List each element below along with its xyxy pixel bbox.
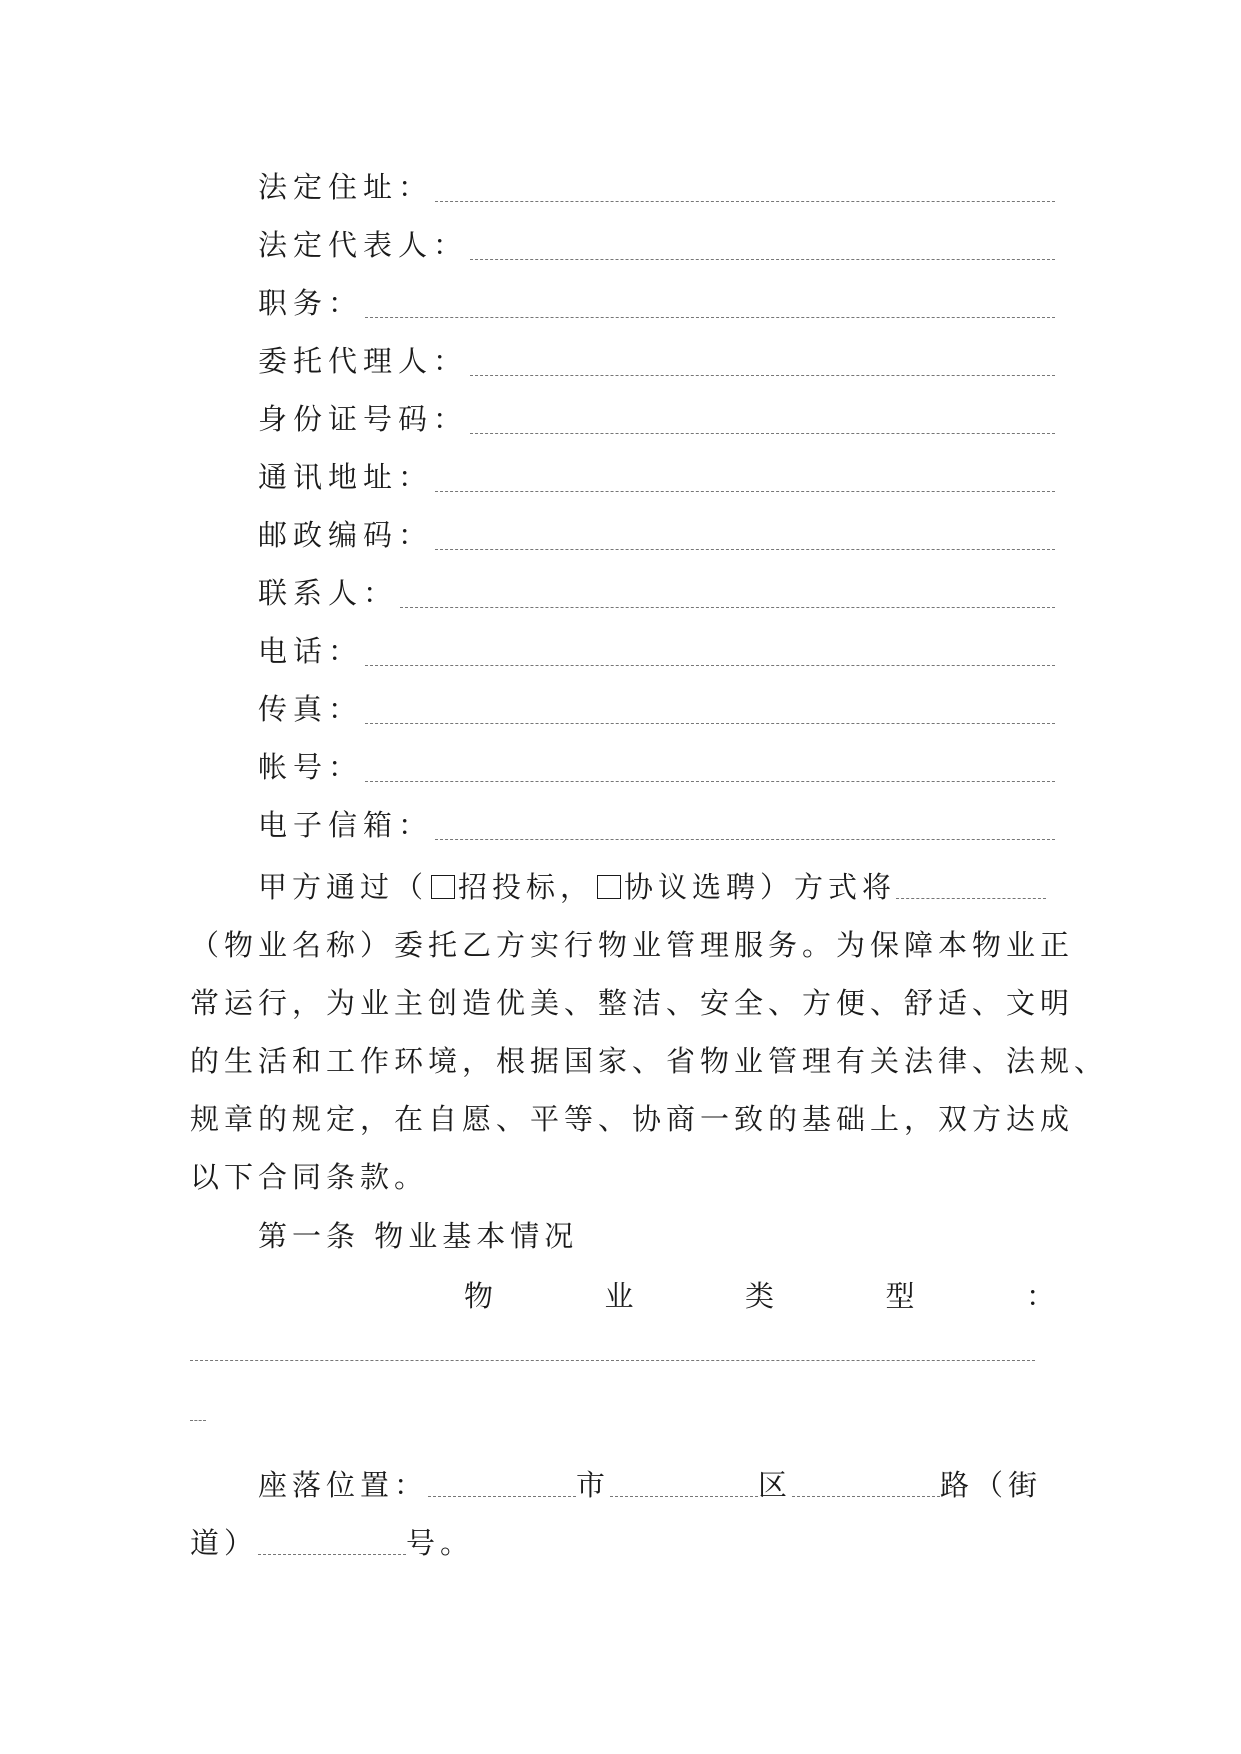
checkbox-tender[interactable] <box>431 875 455 899</box>
fill-line[interactable] <box>435 549 1055 550</box>
fill-line[interactable] <box>470 375 1055 376</box>
field-label: 法定代表人： <box>258 228 469 262</box>
city-label: 市 <box>576 1468 611 1502</box>
field-authorized-agent[interactable] <box>258 336 1055 380</box>
field-legal-representative[interactable] <box>258 220 1055 264</box>
field-position[interactable] <box>258 278 1055 322</box>
fill-line[interactable] <box>365 317 1055 318</box>
road-label: 路（街 <box>940 1468 1043 1502</box>
field-label: 身份证号码： <box>258 402 469 436</box>
field-label: 法定住址： <box>258 170 434 204</box>
field-label: 电子信箱： <box>258 808 434 842</box>
fill-line[interactable] <box>365 665 1055 666</box>
article-1-heading: 第一条 物业基本情况 <box>258 1219 579 1253</box>
checkbox-negotiation[interactable] <box>597 875 621 899</box>
field-legal-address[interactable] <box>258 162 1055 206</box>
intro-text: 甲方通过（ <box>258 870 429 904</box>
district-label: 区 <box>758 1468 793 1502</box>
fill-line[interactable] <box>365 723 1055 724</box>
property-name-blank[interactable] <box>896 874 1046 899</box>
field-label: 委托代理人： <box>258 344 469 378</box>
number-blank[interactable] <box>258 1530 406 1555</box>
field-mailing-address[interactable] <box>258 452 1055 496</box>
fill-line[interactable] <box>400 607 1055 608</box>
fill-line[interactable] <box>435 839 1055 840</box>
intro-line-4: 的生活和工作环境，根据国家、省物业管理有关法律、法规、 <box>190 1044 1109 1078</box>
field-label: 职务： <box>258 286 364 320</box>
location-line-1 <box>258 1456 1055 1514</box>
intro-line-6: 以下合同条款。 <box>190 1160 429 1194</box>
property-type-blank-continued[interactable] <box>190 1420 206 1421</box>
location-line-2 <box>190 1514 1055 1572</box>
street-suffix: 道） <box>190 1526 259 1560</box>
district-blank[interactable] <box>610 1472 758 1497</box>
fill-line[interactable] <box>365 781 1055 782</box>
intro-line-3: 常运行，为业主创造优美、整洁、安全、方便、舒适、文明 <box>190 986 1075 1020</box>
intro-line-5: 规章的规定，在自愿、平等、协商一致的基础上，双方达成 <box>190 1102 1075 1136</box>
option-negotiation-label: 协议选聘）方式将 <box>624 870 897 904</box>
field-account[interactable] <box>258 742 1055 786</box>
field-label: 传真： <box>258 692 364 726</box>
field-postal-code[interactable] <box>258 510 1055 554</box>
city-blank[interactable] <box>428 1472 576 1497</box>
fill-line[interactable] <box>470 259 1055 260</box>
type-char: 类 <box>744 1279 774 1313</box>
field-phone[interactable] <box>258 626 1055 670</box>
fill-line[interactable] <box>435 491 1055 492</box>
type-char: 型 <box>885 1279 915 1313</box>
intro-line-1 <box>258 858 1055 916</box>
field-label: 邮政编码： <box>258 518 434 552</box>
field-email[interactable] <box>258 800 1055 844</box>
property-type-label <box>258 1274 1055 1315</box>
road-blank[interactable] <box>792 1472 940 1497</box>
number-label: 号。 <box>406 1526 475 1560</box>
type-char: 物 <box>464 1279 494 1313</box>
field-label: 通讯地址： <box>258 460 434 494</box>
type-char: 业 <box>604 1279 634 1313</box>
field-id-number[interactable] <box>258 394 1055 438</box>
field-label: 电话： <box>258 634 364 668</box>
field-contact-person[interactable] <box>258 568 1055 612</box>
type-char: ： <box>1025 1279 1055 1313</box>
location-prefix: 座落位置： <box>258 1468 429 1502</box>
fill-line[interactable] <box>435 201 1055 202</box>
fill-line[interactable] <box>470 433 1055 434</box>
field-label: 帐号： <box>258 750 364 784</box>
property-type-blank[interactable] <box>190 1360 1035 1361</box>
intro-line-2: （物业名称）委托乙方实行物业管理服务。为保障本物业正 <box>190 928 1075 962</box>
field-label: 联系人： <box>258 576 399 610</box>
option-tender-label: 招投标， <box>458 870 595 904</box>
field-fax[interactable] <box>258 684 1055 728</box>
